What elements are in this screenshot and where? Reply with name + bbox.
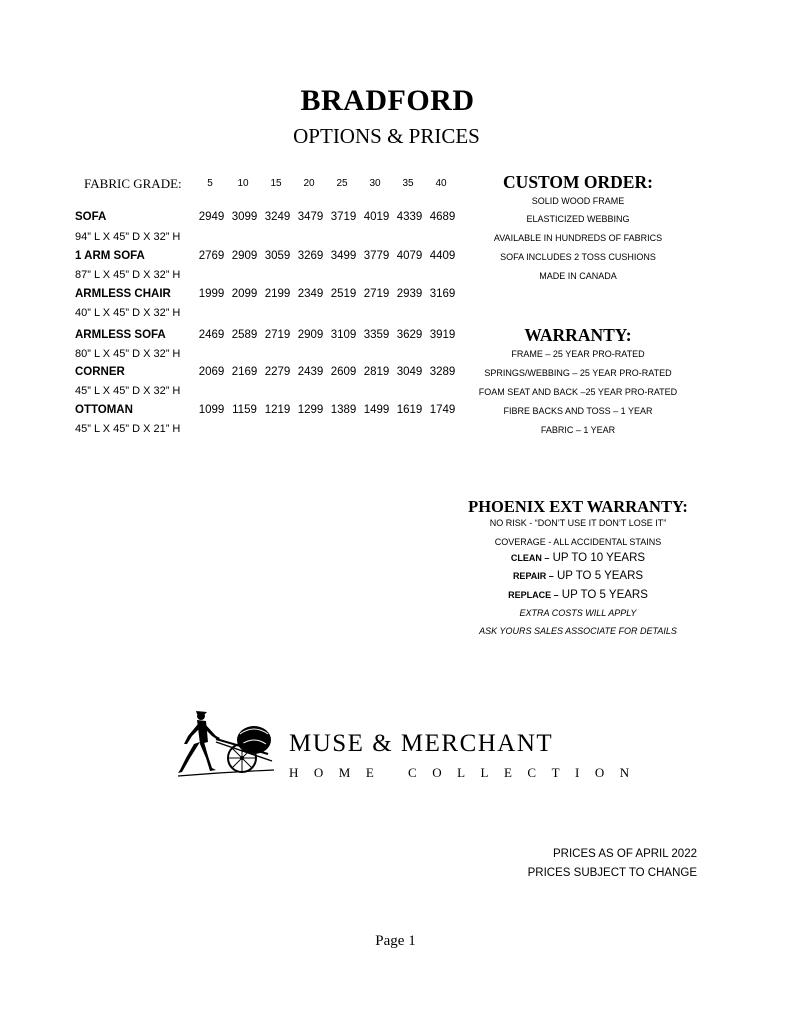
grade-header: 15 — [270, 178, 282, 189]
price-cell: 3099 — [231, 211, 258, 223]
price-cell: 1389 — [330, 404, 357, 416]
price-cell: 3919 — [429, 329, 456, 341]
price-cell: 3109 — [330, 329, 357, 341]
price-cell: 2909 — [297, 329, 324, 341]
phoenix-extra-costs: EXTRA COSTS WILL APPLY — [519, 608, 637, 618]
price-cell: 2279 — [264, 366, 291, 378]
price-cell: 3249 — [264, 211, 291, 223]
warranty-line: FRAME – 25 YEAR PRO-RATED — [511, 349, 645, 359]
product-name: ARMLESS SOFA — [75, 329, 166, 341]
price-cell: 4689 — [429, 211, 456, 223]
clean-value: UP TO 10 YEARS — [549, 552, 646, 564]
repair-label: REPAIR – — [512, 571, 554, 581]
price-cell: 1219 — [264, 404, 291, 416]
price-cell: 3779 — [363, 250, 390, 262]
price-cell: 3059 — [264, 250, 291, 262]
price-cell: 3499 — [330, 250, 357, 262]
warranty-line: FIBRE BACKS AND TOSS – 1 YEAR — [503, 406, 653, 416]
brand-name: MUSE & MERCHANT — [289, 730, 554, 757]
custom-order-heading: CUSTOM ORDER: — [503, 172, 653, 192]
product-row-ottoman — [75, 404, 475, 423]
product-name: CORNER — [75, 366, 125, 378]
product-name: SOFA — [75, 211, 107, 223]
price-cell: 4019 — [363, 211, 390, 223]
price-cell: 2099 — [231, 288, 258, 300]
fabric-grade-label: FABRIC GRADE: — [84, 176, 182, 191]
custom-order-line: AVAILABLE IN HUNDREDS OF FABRICS — [493, 233, 663, 243]
price-cell: 2169 — [231, 366, 258, 378]
grade-header: 20 — [303, 178, 315, 189]
phoenix-ask-associate: ASK YOURS SALES ASSOCIATE FOR DETAILS — [479, 626, 677, 636]
phoenix-heading: PHOENIX EXT WARRANTY: — [468, 497, 688, 516]
phoenix-line: COVERAGE - ALL ACCIDENTAL STAINS — [494, 537, 662, 547]
custom-order-line: SOLID WOOD FRAME — [531, 196, 625, 206]
grade-header: 5 — [207, 178, 213, 189]
grade-header: 40 — [435, 178, 447, 189]
price-cell: 2609 — [330, 366, 357, 378]
prices-change-note: PRICES SUBJECT TO CHANGE — [527, 867, 697, 879]
product-dimensions: 45” L X 45” D X 21” H — [75, 423, 181, 435]
warranty-line: SPRINGS/WEBBING – 25 YEAR PRO-RATED — [484, 368, 672, 378]
price-cell: 2719 — [264, 329, 291, 341]
product-row-armless-sofa — [75, 329, 475, 348]
replace-label: REPLACE – — [508, 590, 559, 600]
grade-header: 30 — [369, 178, 381, 189]
price-cell: 2069 — [198, 366, 225, 378]
price-cell: 2819 — [363, 366, 390, 378]
repair-value: UP TO 5 YEARS — [553, 570, 644, 582]
product-name: 1 ARM SOFA — [75, 250, 145, 262]
price-cell: 2719 — [363, 288, 390, 300]
warranty-line: FOAM SEAT AND BACK –25 YEAR PRO-RATED — [478, 387, 678, 397]
price-cell: 2589 — [231, 329, 258, 341]
product-row-1-arm-sofa — [75, 250, 475, 269]
prices-date-note: PRICES AS OF APRIL 2022 — [552, 848, 697, 860]
price-cell: 1099 — [198, 404, 225, 416]
grade-header: 25 — [336, 178, 348, 189]
price-cell: 3289 — [429, 366, 456, 378]
grade-header: 35 — [402, 178, 414, 189]
price-cell: 2199 — [264, 288, 291, 300]
price-cell: 1159 — [232, 404, 257, 416]
product-dimensions: 45” L X 45” D X 32” H — [75, 385, 181, 397]
price-cell: 2439 — [297, 366, 324, 378]
clean-label: CLEAN – — [510, 553, 550, 563]
product-row-corner — [75, 366, 475, 385]
price-cell: 1299 — [297, 404, 324, 416]
product-name: OTTOMAN — [75, 404, 133, 416]
price-cell: 1749 — [429, 404, 456, 416]
brand-subtitle: HOME COLLECTION — [289, 765, 645, 780]
phoenix-line: NO RISK - “DON’T USE IT DON’T LOSE IT” — [489, 518, 667, 528]
price-cell: 2939 — [396, 288, 423, 300]
price-cell: 2469 — [198, 329, 225, 341]
product-dimensions: 94” L X 45” D X 32” H — [75, 231, 181, 243]
warranty-line: FABRIC – 1 YEAR — [540, 425, 616, 435]
price-cell: 2519 — [330, 288, 357, 300]
phoenix-repair-line — [458, 570, 698, 582]
custom-order-line: ELASTICIZED WEBBING — [526, 214, 630, 224]
price-cell: 4079 — [396, 250, 423, 262]
product-dimensions: 40” L X 45” D X 32” H — [75, 307, 181, 319]
grade-header: 10 — [237, 178, 249, 189]
phoenix-replace-line — [458, 589, 698, 601]
product-dimensions: 87” L X 45” D X 32” H — [75, 269, 181, 281]
warranty-heading: WARRANTY: — [524, 325, 632, 345]
product-row-armless-chair — [75, 288, 475, 307]
price-cell: 2949 — [198, 211, 225, 223]
price-cell: 1499 — [363, 404, 390, 416]
page-subtitle: OPTIONS & PRICES — [293, 124, 480, 148]
phoenix-clean-line — [458, 552, 698, 564]
price-cell: 2909 — [231, 250, 258, 262]
merchant-cart-icon — [176, 706, 281, 782]
product-name: ARMLESS CHAIR — [75, 288, 171, 300]
page-title: BRADFORD — [300, 84, 475, 117]
custom-order-line: SOFA INCLUDES 2 TOSS CUSHIONS — [500, 252, 656, 262]
price-cell: 1999 — [198, 288, 225, 300]
price-cell: 2769 — [198, 250, 225, 262]
page-number: Page 1 — [375, 933, 416, 949]
product-row-sofa — [75, 211, 475, 230]
price-cell: 3359 — [363, 329, 390, 341]
price-cell: 1619 — [396, 404, 423, 416]
price-cell: 3479 — [297, 211, 324, 223]
price-cell: 3719 — [330, 211, 357, 223]
price-cell: 3269 — [297, 250, 324, 262]
replace-value: UP TO 5 YEARS — [558, 589, 648, 601]
price-cell: 3049 — [396, 366, 423, 378]
price-cell: 2349 — [297, 288, 324, 300]
price-cell: 3629 — [396, 329, 423, 341]
custom-order-line: MADE IN CANADA — [539, 271, 617, 281]
price-cell: 3169 — [429, 288, 456, 300]
product-dimensions: 80” L X 45” D X 32” H — [75, 348, 181, 360]
price-cell: 4409 — [429, 250, 456, 262]
price-cell: 4339 — [396, 211, 423, 223]
